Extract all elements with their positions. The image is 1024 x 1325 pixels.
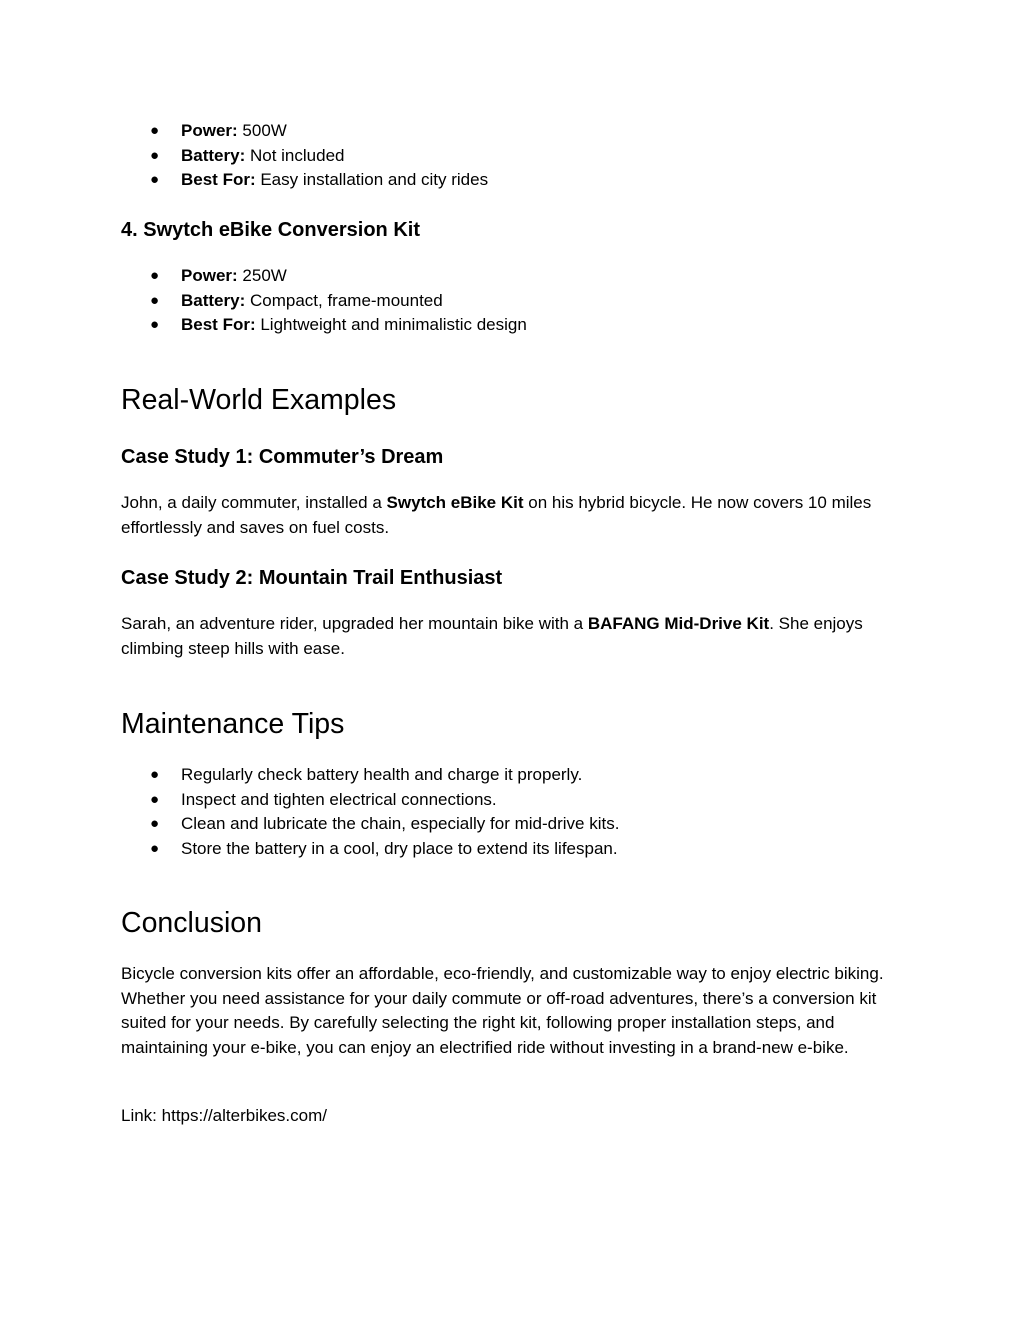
conclusion-text: Bicycle conversion kits offer an affordable, eco-friendly, and customizable way to enjoy electric biking. Whether you need assistance for your daily commute or off-road adventures, there’s a conversion kit suited for your needs. By carefully selecting the right kit, following proper installation steps, and maintaining your e-bike, you can enjoy an electrified ride without investing in a brand-new e-bike. [121,964,884,1057]
list-item: ● Power: 250W [121,264,911,289]
examples-heading: Real-World Examples [121,384,397,416]
case-study-1-product: Swytch eBike Kit [386,493,524,512]
list-item: ● Battery: Compact, frame-mounted [121,289,911,314]
list-item: ● Regularly check battery health and charge it properly. [121,763,911,788]
bullet-icon: ● [150,790,160,808]
list-item: ● Clean and lubricate the chain, especially for mid-drive kits. [121,812,911,837]
case-study-1-heading: Case Study 1: Commuter’s Dream [121,446,444,468]
kit3-specs-list [121,119,911,193]
bullet-icon: ● [150,316,160,333]
alterbikes-link[interactable]: https://alterbikes.com/ [161,1106,327,1125]
case-study-1-text: John, a daily commuter, installed a Swytch eBike Kit on his hybrid bicycle. He now covers 10 miles effortlessly and saves on fuel costs. [121,493,872,537]
case-study-2-heading: Case Study 2: Mountain Trail Enthusiast [121,567,503,589]
case-study-2-text: Sarah, an adventure rider, upgraded her mountain bike with a BAFANG Mid-Drive Kit. She enjoys climbing steep hills with ease. [121,614,863,658]
list-item: ● Best For: Lightweight and minimalistic design [121,313,911,338]
case-study-2-product: BAFANG Mid-Drive Kit [587,614,770,633]
bullet-icon: ● [150,171,160,188]
bullet-icon: ● [150,839,160,857]
list-item: ● Best For: Easy installation and city rides [121,168,911,193]
bullet-icon: ● [150,267,160,284]
bullet-icon: ● [150,291,160,309]
bullet-icon: ● [150,815,160,832]
list-item: ● Store the battery in a cool, dry place to extend its lifespan. [121,837,911,862]
bullet-icon: ● [150,146,160,164]
kit4-specs-list [121,264,911,338]
link-line: Link: https://alterbikes.com/ [121,1106,327,1125]
bullet-icon: ● [150,766,160,783]
kit4-heading: 4. Swytch eBike Conversion Kit [121,219,420,241]
list-item: ● Inspect and tighten electrical connections. [121,788,911,813]
conclusion-heading: Conclusion [121,907,262,939]
maintenance-heading: Maintenance Tips [121,708,345,740]
maintenance-list [121,763,911,861]
list-item: ● Battery: Not included [121,144,911,169]
list-item: ● Power: 500W [121,119,911,144]
bullet-icon: ● [150,122,160,139]
